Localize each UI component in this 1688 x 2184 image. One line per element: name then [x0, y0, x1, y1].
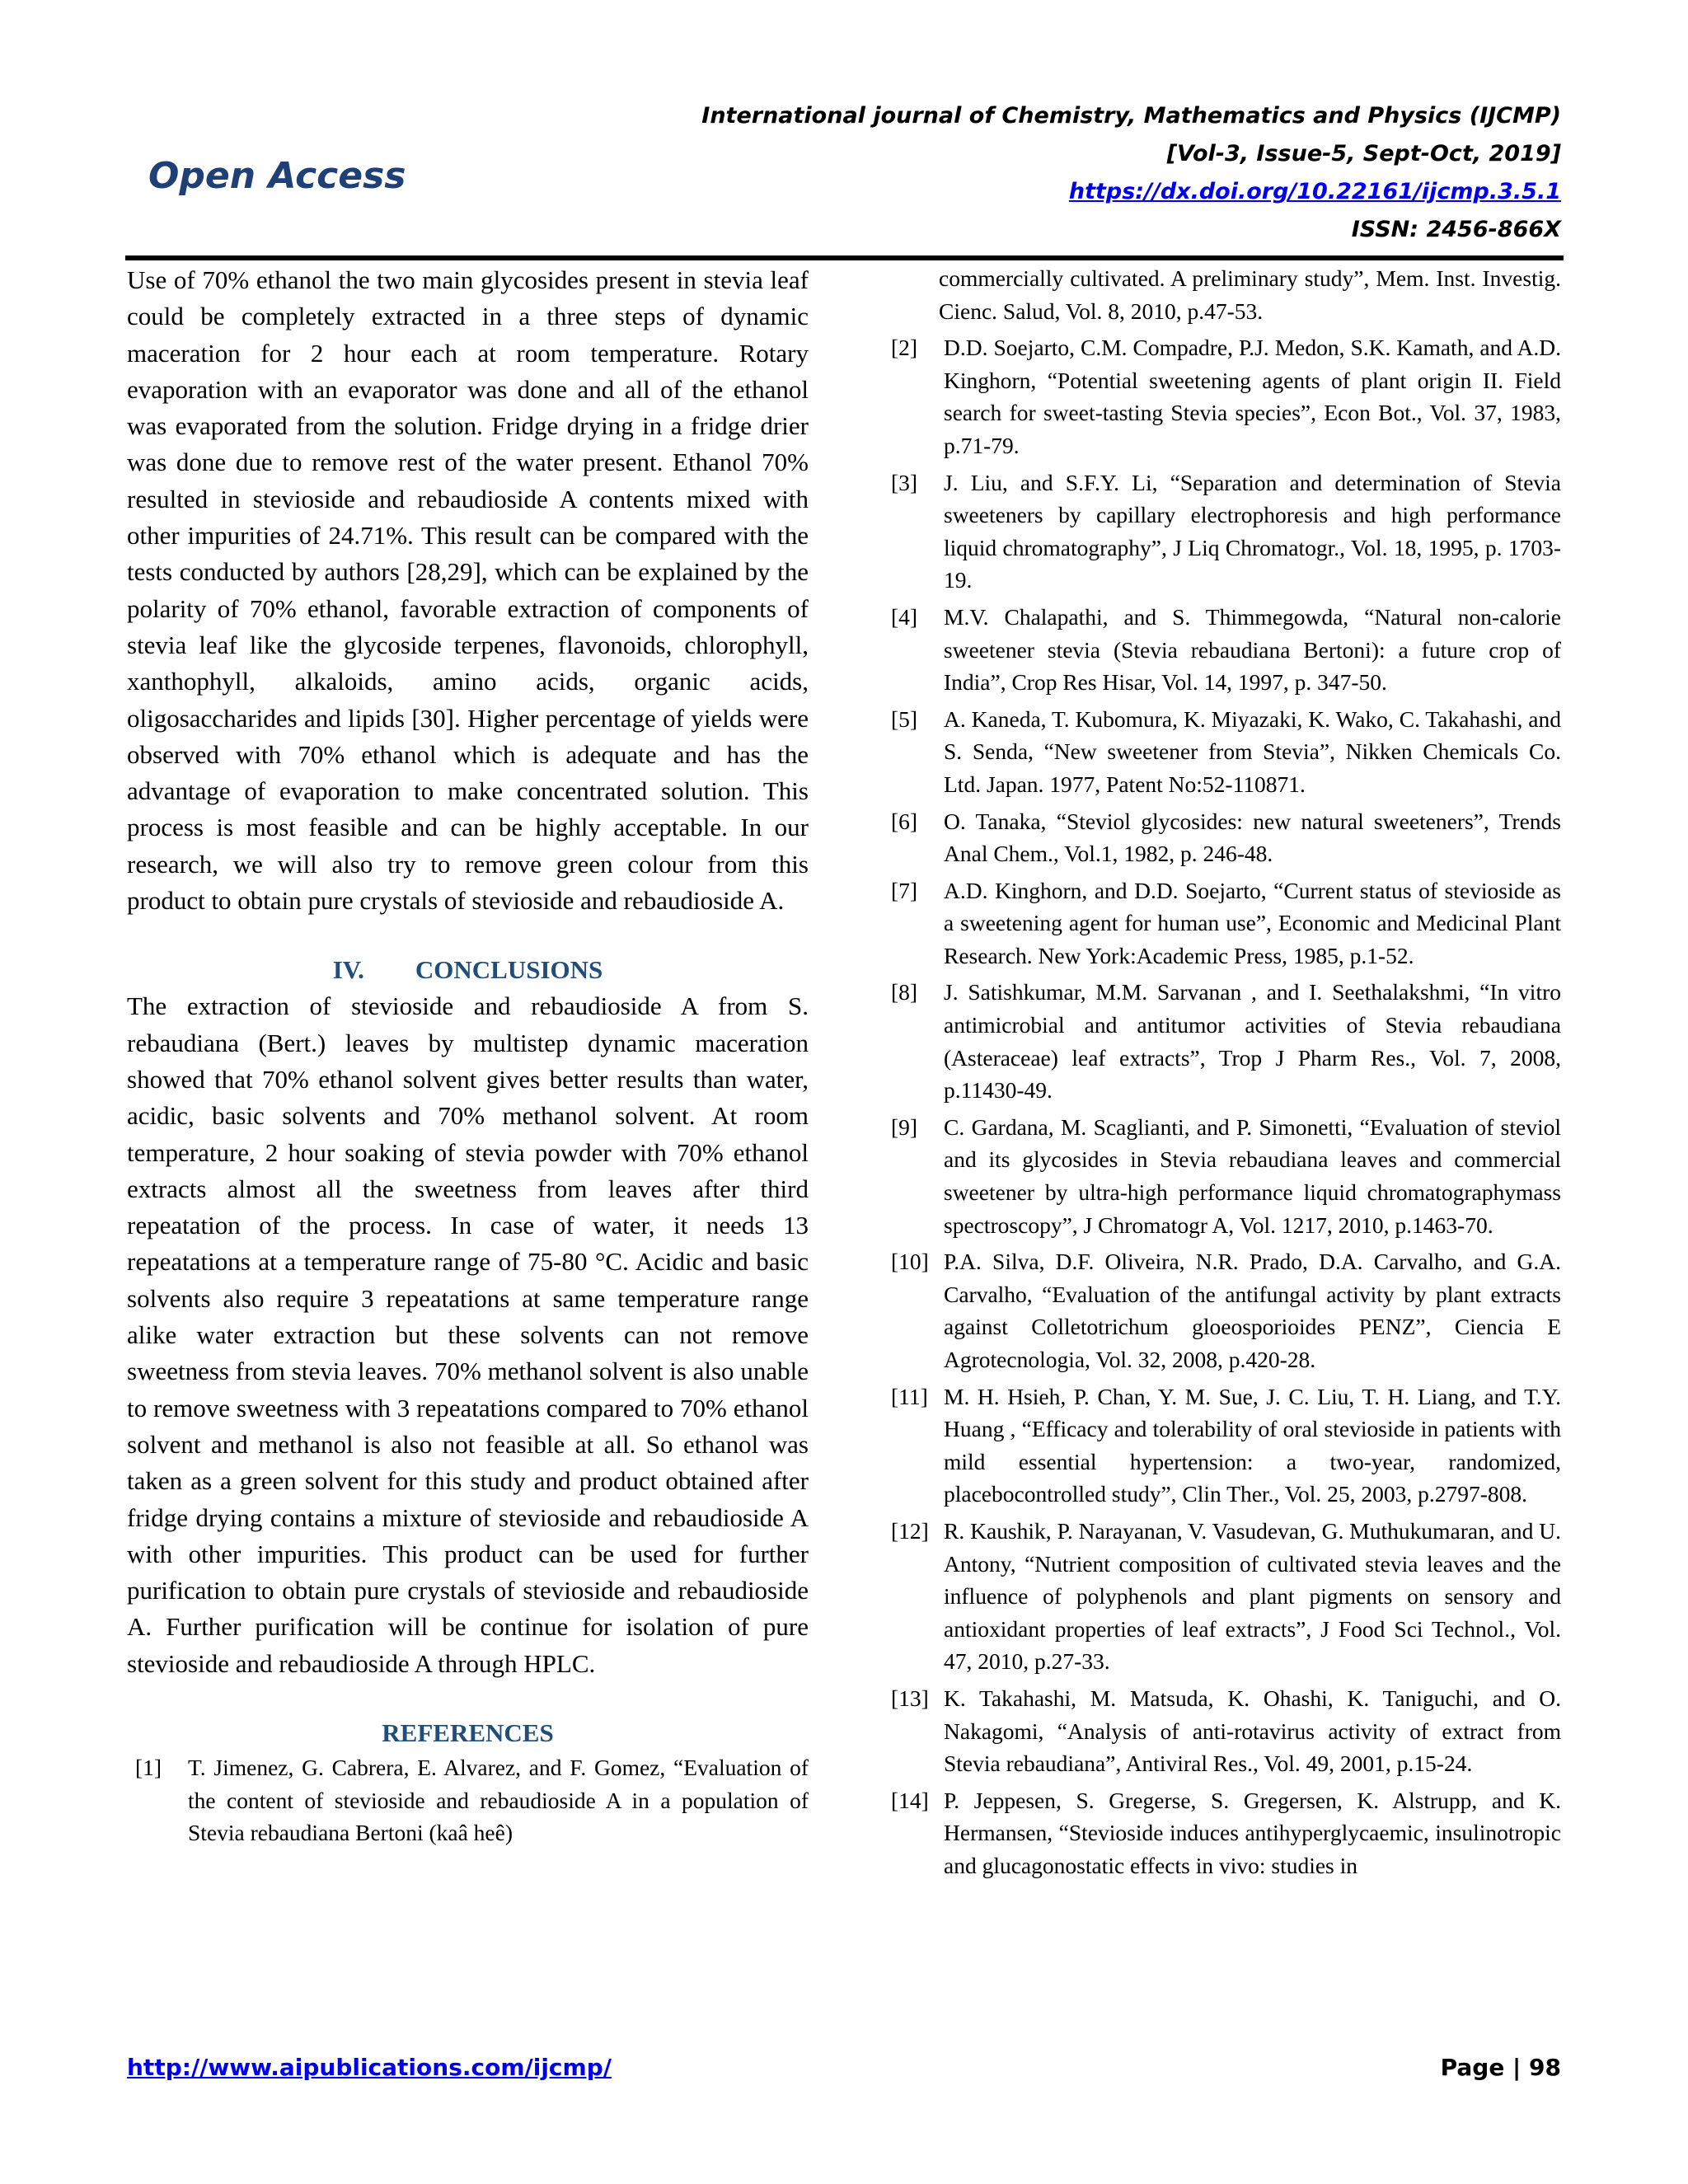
- conclusions-heading: [127, 952, 809, 988]
- reference-text: O. Tanaka, “Steviol glycosides: new natural sweeteners”, Trends Anal Chem., Vol.1, 1982, p. 246-48.: [944, 808, 1561, 867]
- section-number: IV.: [332, 955, 364, 985]
- doi-link[interactable]: https://dx.doi.org/10.22161/ijcmp.3.5.1: [1068, 179, 1561, 204]
- reference-item: [891, 331, 1561, 462]
- reference-item: [891, 1245, 1561, 1376]
- reference-item: [891, 874, 1561, 972]
- reference-number: [8]: [891, 979, 918, 1005]
- reference-text: M.V. Chalapathi, and S. Thimmegowda, “Natural non-calorie sweetener stevia (Stevia rebaudiana Bertoni): a future crop of India”, Crop Res Hisar, Vol. 14, 1997, p. 347-50.: [944, 603, 1561, 696]
- reference-number: [4]: [891, 603, 918, 630]
- footer-link[interactable]: http://www.aipublications.com/ijcmp/: [127, 2054, 612, 2081]
- reference-number: [2]: [891, 335, 918, 361]
- section-title: CONCLUSIONS: [415, 955, 603, 985]
- reference-text: P. Jeppesen, S. Gregerse, S. Gregersen, K. Alstrupp, and K. Hermansen, “Stevioside induces antihyperglycaemic, insulinotropic and glucagonostatic effects in vivo: studies in: [944, 1787, 1561, 1878]
- reference-item: [891, 601, 1561, 699]
- reference-item: [891, 976, 1561, 1106]
- reference-continuation: commercially cultivated. A preliminary study”, Mem. Inst. Investig. Cienc. Salud, Vol. 8, 2010, p.47-53.: [939, 265, 1561, 324]
- left-column: [127, 262, 809, 1849]
- reference-number: [14]: [891, 1787, 929, 1813]
- reference-text: J. Liu, and S.F.Y. Li, “Separation and determination of Stevia sweeteners by capillary electrophoresis and high performance liquid chromatography”, J Liq Chromatogr., Vol. 18, 1995, p. 1703-19.: [944, 469, 1561, 593]
- reference-text: T. Jimenez, G. Cabrera, E. Alvarez, and F. Gomez, “Evaluation of the content of stevioside and rebaudioside A in a population of Stevia rebaudiana Bertoni (kaâ heê): [188, 1754, 809, 1846]
- reference-text: P.A. Silva, D.F. Oliveira, N.R. Prado, D.A. Carvalho, and G.A. Carvalho, “Evaluation of the antifungal activity by plant extracts against Colletotrichum gloeosporioides PENZ”, Ciencia E Agrotecnologia, Vol. 32, 2008, p.420-28.: [944, 1249, 1561, 1372]
- conclusions-paragraph: The extraction of stevioside and rebaudioside A from S. rebaudiana (Bert.) leaves by multistep dynamic maceration showed that 70% ethanol solvent gives better results than water, acidic, basic solvents and 70% methanol solvent. At room temperature, 2 hour soaking of stevia powder with 70% ethanol extracts almost all the sweetness from leaves after third repeatation of the process. In case of water, it needs 13 repeatations at a temperature range of 75-80 °C. Acidic and basic solvents also require 3 repeatations at same temperature range alike water extraction but these solvents can not remove sweetness from stevia leaves. 70% methanol solvent is also unable to remove sweetness with 3 repeatations compared to 70% ethanol solvent and methanol is also not feasible at all. So ethanol was taken as a green solvent for this study and product obtained after fridge drying contains a mixture of stevioside and rebaudioside A with other impurities. This product can be used for further purification to obtain pure crystals of stevioside and rebaudioside A. Further purification will be continue for isolation of pure stevioside and rebaudioside A through HPLC.: [127, 991, 809, 1678]
- reference-number: [13]: [891, 1685, 929, 1711]
- reference-text: C. Gardana, M. Scaglianti, and P. Simonetti, “Evaluation of steviol and its glycosides in Stevia rebaudiana leaves and commercial sweetener by ultra-high performance liquid chromatographymass spectroscopy”, J Chromatogr A, Vol. 1217, 2010, p.1463-70.: [944, 1113, 1561, 1238]
- reference-item: [891, 1515, 1561, 1678]
- header-rule: [125, 255, 1564, 260]
- reference-text: M. H. Hsieh, P. Chan, Y. M. Sue, J. C. Liu, T. H. Liang, and T.Y. Huang , “Efficacy and tolerability of oral stevioside in patients with mild essential hypertension: a two-year, randomized, placebocontrolled study”, Clin Ther., Vol. 25, 2003, p.2797-808.: [944, 1383, 1561, 1507]
- discussion-paragraph: Use of 70% ethanol the two main glycosides present in stevia leaf could be completely extracted in a three steps of dynamic maceration for 2 hour each at room temperature. Rotary evaporation with an evaporator was done and all of the ethanol was evaporated from the solution. Fridge drying in a fridge drier was done due to remove rest of the water present. Ethanol 70% resulted in stevioside and rebaudioside A contents mixed with other impurities of 24.71%. This result can be compared with the tests conducted by authors [28,29], which can be explained by the polarity of 70% ethanol, favorable extraction of components of stevia leaf like the glycoside terpenes, flavonoids, chlorophyll, xanthophyll, alkaloids, amino acids, organic acids, oligosaccharides and lipids [30]. Higher percentage of yields were observed with 70% ethanol which is adequate and has the advantage of evaporation to make concentrated solution. This process is most feasible and can be highly acceptable. In our research, we will also try to remove green colour from this product to obtain pure crystals of stevioside and rebaudioside A.: [127, 265, 809, 916]
- journal-header: [654, 97, 1561, 249]
- reference-number: [1]: [135, 1754, 162, 1780]
- reference-number: [9]: [891, 1113, 918, 1140]
- reference-item: [891, 466, 1561, 597]
- right-column: [891, 262, 1561, 1882]
- reference-item: [891, 1784, 1561, 1882]
- reference-item: [891, 805, 1561, 870]
- reference-item: [891, 1682, 1561, 1780]
- reference-number: [11]: [891, 1383, 928, 1409]
- reference-number: [3]: [891, 469, 918, 495]
- reference-number: [7]: [891, 877, 918, 903]
- reference-text: K. Takahashi, M. Matsuda, K. Ohashi, K. Taniguchi, and O. Nakagomi, “Analysis of anti-rotavirus activity of extract from Stevia rebaudiana”, Antiviral Res., Vol. 49, 2001, p.15-24.: [944, 1685, 1561, 1777]
- reference-text: A. Kaneda, T. Kubomura, K. Miyazaki, K. Wako, C. Takahashi, and S. Senda, “New sweetener from Stevia”, Nikken Chemicals Co. Ltd. Japan. 1977, Patent No:52-110871.: [944, 705, 1561, 797]
- journal-title: International journal of Chemistry, Mathematics and Physics (IJCMP): [701, 103, 1561, 129]
- reference-text: R. Kaushik, P. Narayanan, V. Vasudevan, G. Muthukumaran, and U. Antony, “Nutrient composition of cultivated stevia leaves and the influence of polyphenols and plant pigments on sensory and antioxidant properties of leaf extracts”, J Food Sci Technol., Vol. 47, 2010, p.27-33.: [944, 1517, 1561, 1675]
- references-list: [891, 331, 1561, 1882]
- reference-number: [10]: [891, 1249, 929, 1275]
- references-heading: REFERENCES: [382, 1718, 554, 1747]
- journal-volume: [Vol-3, Issue-5, Sept-Oct, 2019]: [1166, 141, 1561, 166]
- open-access-label: Open Access: [148, 155, 406, 197]
- issn: ISSN: 2456-866X: [1351, 217, 1561, 242]
- reference-text: J. Satishkumar, M.M. Sarvanan , and I. Seethalakshmi, “In vitro antimicrobial and antitumor activities of Stevia rebaudiana (Asteraceae) leaf extracts”, Trop J Pharm Res., Vol. 7, 2008, p.11430-49.: [944, 979, 1561, 1104]
- reference-item: [135, 1751, 809, 1849]
- page-number: Page | 98: [1440, 2054, 1561, 2081]
- reference-number: [12]: [891, 1517, 929, 1544]
- reference-text: A.D. Kinghorn, and D.D. Soejarto, “Current status of stevioside as a sweetening agent for human use”, Economic and Medicinal Plant Research. New York:Academic Press, 1985, p.1-52.: [944, 877, 1561, 968]
- reference-text: D.D. Soejarto, C.M. Compadre, P.J. Medon, S.K. Kamath, and A.D. Kinghorn, “Potential sweetening agents of plant origin II. Field search for sweet-tasting Stevia species”, Econ Bot., Vol. 37, 1983, p.71-79.: [944, 335, 1561, 458]
- reference-item: [891, 703, 1561, 801]
- reference-item: [891, 1380, 1561, 1511]
- reference-number: [5]: [891, 705, 918, 732]
- reference-item: [891, 1111, 1561, 1241]
- reference-number: [6]: [891, 808, 918, 834]
